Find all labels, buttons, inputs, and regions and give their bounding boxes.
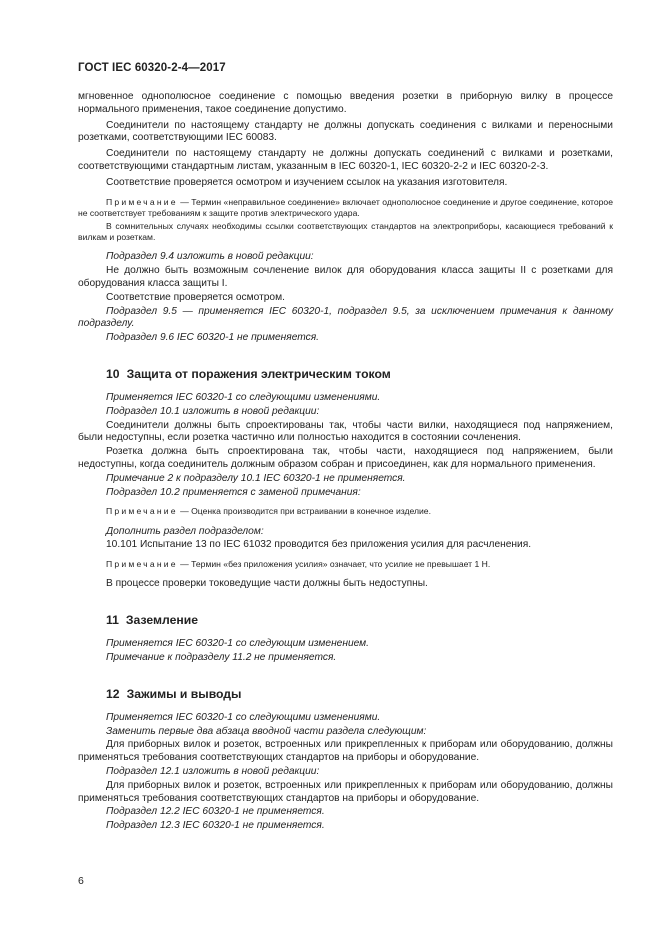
paragraph: Соответствие проверяется осмотром. bbox=[106, 291, 285, 303]
section-title: Зажимы и выводы bbox=[126, 686, 242, 701]
note bbox=[78, 197, 613, 219]
amendment-instruction: Подраздел 12.1 изложить в новой редакции: bbox=[106, 765, 320, 777]
paragraph: мгновенное однополюсное соединение с помощью введения розетки в приборную вилку в процессе нормального применения, такое соединение допустимо. bbox=[78, 91, 613, 115]
paragraph: В процессе проверки токоведущие части должны быть недоступны. bbox=[106, 578, 428, 590]
note-text: — Термин «без приложения усилия» означает, что усилие не превышает 1 Н. bbox=[177, 559, 491, 570]
page-number: 6 bbox=[78, 875, 84, 887]
note: В сомнительных случаях необходимы ссылки соответствующих стандартов на электроприборы, касающиеся требований к вилкам и розеткам. bbox=[78, 220, 613, 243]
paragraph: Соединители по настоящему стандарту не должны допускать соединения с вилками и переносными розетками, соответствующими IEC 60083. bbox=[78, 119, 613, 144]
note-label: Примечание bbox=[106, 559, 178, 570]
section-title: Защита от поражения электрическим током bbox=[126, 366, 391, 381]
amendment-instruction: Подраздел 10.1 изложить в новой редакции: bbox=[106, 405, 320, 417]
amendment-instruction: Примечание 2 к подразделу 10.1 IEC 60320-1 не применяется. bbox=[106, 472, 406, 484]
section-number: 11 bbox=[106, 613, 119, 628]
amendment-instruction: Подраздел 12.3 IEC 60320-1 не применяется. bbox=[106, 820, 325, 832]
amendment-instruction: Примечание к подразделу 11.2 не применяется. bbox=[106, 651, 337, 663]
paragraph: Соответствие проверяется осмотром и изучением ссылок на указания изготовителя. bbox=[106, 176, 508, 188]
note-label: Примечание bbox=[106, 196, 178, 207]
amendment-instruction: Применяется IEC 60320-1 со следующими изменениями. bbox=[106, 711, 381, 723]
section-heading bbox=[78, 687, 613, 702]
paragraph: Соединители по настоящему стандарту не должны допускать соединений с вилками и розетками, соответствующими стандартным листам, указанным в IEC 60320-1, IEC 60320-2-2 и IEC 60320-2-3. bbox=[78, 148, 613, 172]
amendment-instruction: Подраздел 10.2 применяется с заменой примечания: bbox=[106, 486, 361, 498]
standard-header: ГОСТ IEC 60320-2-4—2017 bbox=[78, 62, 226, 74]
paragraph: Для приборных вилок и розеток, встроенных или прикрепленных к приборам или оборудованию, должны применяться требования соответствующих стандартов на приборы и оборудование. bbox=[78, 739, 613, 764]
amendment-instruction: Применяется IEC 60320-1 со следующим изменением. bbox=[106, 638, 369, 650]
section-number: 10 bbox=[106, 366, 120, 381]
section-heading bbox=[78, 367, 613, 382]
note-text: — Оценка производится при встраивании в конечное изделие. bbox=[177, 506, 431, 517]
note-label: Примечание bbox=[106, 506, 178, 517]
amendment-instruction: Заменить первые два абзаца вводной части раздела следующим: bbox=[106, 725, 427, 737]
paragraph: Не должно быть возможным сочленение вилок для оборудования класса защиты II с розетками для оборудования класса защиты I. bbox=[78, 265, 613, 289]
section-title: Заземление bbox=[125, 613, 198, 628]
paragraph: Соединители должны быть спроектированы так, чтобы части вилки, находящиеся под напряжением, были недоступны, если розетка частично или полностью находится в состоянии сочленения. bbox=[78, 419, 613, 444]
note bbox=[78, 506, 613, 517]
paragraph: Для приборных вилок и розеток, встроенных или прикрепленных к приборам или оборудованию, должны применяться требования соответствующих стандартов на приборы и оборудование. bbox=[78, 779, 613, 804]
paragraph: 10.101 Испытание 13 по IEC 61032 проводится без приложения усилия для расчленения. bbox=[106, 539, 532, 551]
amendment-instruction: Подраздел 12.2 IEC 60320-1 не применяется. bbox=[106, 806, 325, 818]
paragraph: Розетка должна быть спроектирована так, чтобы части, находящиеся под напряжением, были недоступны, когда соединитель должным образом собран и присоединен, как для нормального применения. bbox=[78, 446, 613, 470]
amendment-instruction: Подраздел 9.4 изложить в новой редакции: bbox=[106, 251, 314, 263]
note-text: — Термин «неправильное соединение» включает однополюсное соединение и другое соединение, которое не соответствует требованиям к защите против электрического удара. bbox=[78, 196, 613, 218]
document-body bbox=[78, 91, 613, 834]
amendment-instruction: Применяется IEC 60320-1 со следующими изменениями. bbox=[106, 391, 381, 403]
section-number: 12 bbox=[106, 686, 120, 701]
amendment-instruction: Дополнить раздел подразделом: bbox=[106, 525, 264, 537]
note bbox=[78, 559, 613, 570]
section-heading bbox=[78, 613, 613, 628]
amendment-instruction: Подраздел 9.6 IEC 60320-1 не применяется. bbox=[106, 332, 319, 344]
amendment-instruction: Подраздел 9.5 — применяется IEC 60320-1, подраздел 9.5, за исключением примечания к данному подразделу. bbox=[78, 305, 613, 330]
